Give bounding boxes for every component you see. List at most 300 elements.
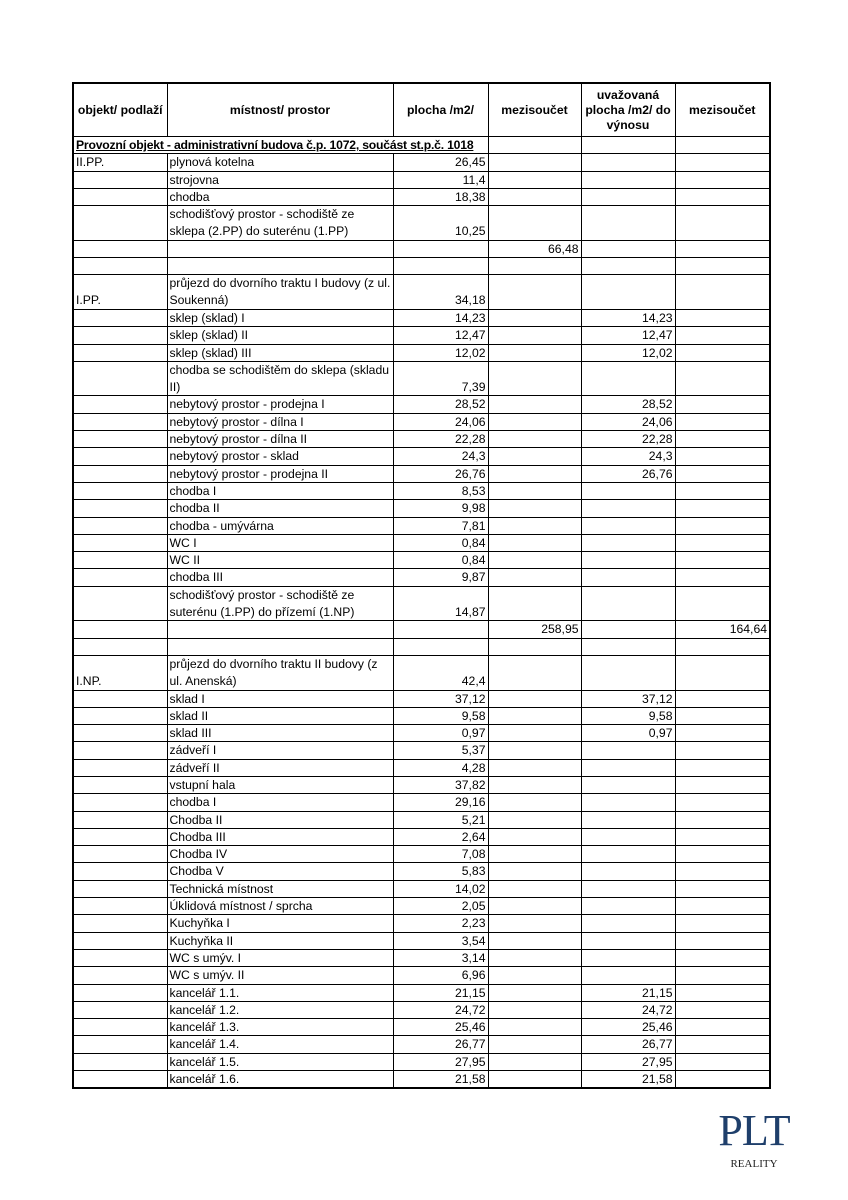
subtotal-cell: [488, 932, 581, 949]
floor-cell: [73, 517, 167, 534]
subtotal2-cell: [675, 188, 770, 205]
floor-cell: [73, 500, 167, 517]
table-row: [73, 517, 770, 534]
considered-area-cell: [581, 811, 675, 828]
subtotal-cell: [488, 725, 581, 742]
floor-cell: [73, 811, 167, 828]
area-cell: 26,76: [393, 465, 488, 482]
considered-area-cell: 25,46: [581, 1019, 675, 1036]
subtotal-cell: [488, 898, 581, 915]
subtotal2-cell: [675, 655, 770, 690]
room-cell: schodišťový prostor - schodiště ze sklepa (2.PP) do suterénu (1.PP): [167, 206, 393, 241]
subtotal-cell: [488, 638, 581, 655]
area-cell: [393, 638, 488, 655]
floor-cell: [73, 742, 167, 759]
subtotal2-cell: [675, 1001, 770, 1018]
considered-area-cell: [581, 655, 675, 690]
subtotal-cell: [488, 258, 581, 275]
subtotal-cell: 258,95: [488, 621, 581, 638]
subtotal2-cell: [675, 413, 770, 430]
subtotal-cell: [488, 1036, 581, 1053]
considered-area-cell: [581, 759, 675, 776]
floor-cell: [73, 932, 167, 949]
considered-area-cell: [581, 915, 675, 932]
floor-cell: [73, 569, 167, 586]
room-cell: kancelář 1.5.: [167, 1053, 393, 1070]
table-row: [73, 344, 770, 361]
room-cell: Kuchyňka I: [167, 915, 393, 932]
room-cell: zádveří II: [167, 759, 393, 776]
subtotal2-cell: [675, 552, 770, 569]
table-row: [73, 655, 770, 690]
room-cell: Chodba II: [167, 811, 393, 828]
table-row: [73, 707, 770, 724]
floor-cell: [73, 794, 167, 811]
subtotal-cell: [488, 188, 581, 205]
subtotal2-cell: [675, 500, 770, 517]
area-cell: 0,97: [393, 725, 488, 742]
area-cell: 27,95: [393, 1053, 488, 1070]
floor-cell: [73, 725, 167, 742]
area-cell: 9,87: [393, 569, 488, 586]
table-row: [73, 759, 770, 776]
floor-cell: [73, 1001, 167, 1018]
logo-mark: PLT: [718, 1106, 790, 1155]
area-cell: 2,23: [393, 915, 488, 932]
considered-area-cell: [581, 517, 675, 534]
empty-cell: [488, 137, 581, 154]
considered-area-cell: 28,52: [581, 396, 675, 413]
considered-area-cell: [581, 828, 675, 845]
room-cell: chodba - umývárna: [167, 517, 393, 534]
area-cell: 0,84: [393, 552, 488, 569]
area-cell: 29,16: [393, 794, 488, 811]
room-cell: průjezd do dvorního traktu II budovy (z ul. Anenská): [167, 655, 393, 690]
table-row: [73, 206, 770, 241]
room-cell: sklad I: [167, 690, 393, 707]
table-row: [73, 482, 770, 499]
header-subtotal-2: mezisoučet: [675, 83, 770, 137]
room-cell: [167, 638, 393, 655]
room-cell: chodba III: [167, 569, 393, 586]
subtotal2-cell: [675, 776, 770, 793]
area-cell: 14,23: [393, 309, 488, 326]
area-cell: 14,87: [393, 586, 488, 621]
table-row: [73, 794, 770, 811]
table-row: [73, 431, 770, 448]
table-row: [73, 500, 770, 517]
room-cell: schodišťový prostor - schodiště ze suterénu (1.PP) do přízemí (1.NP): [167, 586, 393, 621]
subtotal-cell: [488, 1001, 581, 1018]
subtotal2-cell: [675, 448, 770, 465]
considered-area-cell: [581, 846, 675, 863]
considered-area-cell: [581, 621, 675, 638]
room-cell: sklep (sklad) II: [167, 327, 393, 344]
area-cell: 28,52: [393, 396, 488, 413]
subtotal-cell: [488, 465, 581, 482]
area-cell: 5,83: [393, 863, 488, 880]
room-cell: sklep (sklad) III: [167, 344, 393, 361]
floor-cell: [73, 586, 167, 621]
subtotal-cell: [488, 742, 581, 759]
section-title: Provozní objekt - administrativní budova č.p. 1072, součást st.p.č. 1018: [73, 137, 488, 154]
table-row: [73, 898, 770, 915]
table-row: [73, 880, 770, 897]
subtotal-cell: [488, 863, 581, 880]
room-cell: WC II: [167, 552, 393, 569]
area-cell: 26,45: [393, 154, 488, 171]
floor-cell: [73, 534, 167, 551]
subtotal-cell: [488, 880, 581, 897]
table-row: [73, 846, 770, 863]
considered-area-cell: 27,95: [581, 1053, 675, 1070]
area-cell: 8,53: [393, 482, 488, 499]
table-row: [73, 811, 770, 828]
subtotal-cell: [488, 846, 581, 863]
floor-cell: [73, 258, 167, 275]
table-row: [73, 984, 770, 1001]
subtotal2-cell: [675, 725, 770, 742]
considered-area-cell: [581, 154, 675, 171]
subtotal2-cell: [675, 880, 770, 897]
plt-reality-logo: [710, 1106, 798, 1171]
subtotal-cell: [488, 309, 581, 326]
considered-area-cell: 21,58: [581, 1071, 675, 1089]
room-cell: Chodba III: [167, 828, 393, 845]
area-table: [72, 82, 771, 1089]
area-cell: 3,14: [393, 949, 488, 966]
subtotal2-cell: [675, 275, 770, 310]
considered-area-cell: 22,28: [581, 431, 675, 448]
subtotal-cell: [488, 690, 581, 707]
subtotal2-cell: [675, 742, 770, 759]
room-cell: chodba se schodištěm do sklepa (skladu II): [167, 361, 393, 396]
area-cell: 24,3: [393, 448, 488, 465]
floor-cell: II.PP.: [73, 154, 167, 171]
considered-area-cell: [581, 534, 675, 551]
floor-cell: [73, 707, 167, 724]
area-cell: 37,12: [393, 690, 488, 707]
subtotal-cell: [488, 361, 581, 396]
considered-area-cell: [581, 500, 675, 517]
room-cell: WC I: [167, 534, 393, 551]
considered-area-cell: [581, 863, 675, 880]
area-cell: 12,47: [393, 327, 488, 344]
considered-area-cell: [581, 586, 675, 621]
subtotal-cell: [488, 413, 581, 430]
subtotal2-cell: [675, 517, 770, 534]
area-cell: 7,08: [393, 846, 488, 863]
subtotal2-cell: [675, 984, 770, 1001]
room-cell: nebytový prostor - dílna II: [167, 431, 393, 448]
subtotal-cell: [488, 967, 581, 984]
subtotal-cell: [488, 586, 581, 621]
area-cell: 7,81: [393, 517, 488, 534]
floor-cell: [73, 171, 167, 188]
room-cell: nebytový prostor - sklad: [167, 448, 393, 465]
floor-cell: [73, 846, 167, 863]
empty-cell: [581, 137, 675, 154]
area-cell: 9,98: [393, 500, 488, 517]
considered-area-cell: [581, 742, 675, 759]
considered-area-cell: 12,02: [581, 344, 675, 361]
table-row: [73, 638, 770, 655]
floor-cell: [73, 240, 167, 257]
considered-area-cell: [581, 794, 675, 811]
area-cell: 2,05: [393, 898, 488, 915]
floor-cell: [73, 431, 167, 448]
logo-subtitle: REALITY: [730, 1158, 778, 1170]
considered-area-cell: 21,15: [581, 984, 675, 1001]
considered-area-cell: 26,77: [581, 1036, 675, 1053]
floor-cell: [73, 621, 167, 638]
floor-cell: [73, 1036, 167, 1053]
table-row: [73, 465, 770, 482]
table-row: [73, 621, 770, 638]
area-cell: 34,18: [393, 275, 488, 310]
considered-area-cell: [581, 569, 675, 586]
considered-area-cell: 9,58: [581, 707, 675, 724]
table-row: [73, 448, 770, 465]
subtotal2-cell: [675, 327, 770, 344]
room-cell: kancelář 1.3.: [167, 1019, 393, 1036]
subtotal2-cell: [675, 361, 770, 396]
room-cell: [167, 240, 393, 257]
area-cell: 24,72: [393, 1001, 488, 1018]
considered-area-cell: [581, 258, 675, 275]
area-cell: 22,28: [393, 431, 488, 448]
table-row: [73, 586, 770, 621]
subtotal-cell: [488, 828, 581, 845]
considered-area-cell: [581, 275, 675, 310]
considered-area-cell: [581, 240, 675, 257]
floor-cell: [73, 690, 167, 707]
subtotal2-cell: [675, 309, 770, 326]
area-cell: 37,82: [393, 776, 488, 793]
considered-area-cell: [581, 188, 675, 205]
header-considered-area: uvažovaná plocha /m2/ do výnosu: [581, 83, 675, 137]
subtotal-cell: [488, 794, 581, 811]
table-row: [73, 776, 770, 793]
subtotal2-cell: [675, 431, 770, 448]
table-row: [73, 828, 770, 845]
table-row: [73, 361, 770, 396]
table-row: [73, 949, 770, 966]
room-cell: [167, 621, 393, 638]
room-cell: kancelář 1.4.: [167, 1036, 393, 1053]
considered-area-cell: [581, 552, 675, 569]
floor-cell: [73, 327, 167, 344]
subtotal2-cell: [675, 638, 770, 655]
subtotal2-cell: [675, 1053, 770, 1070]
table-row: [73, 863, 770, 880]
floor-cell: [73, 863, 167, 880]
area-cell: 7,39: [393, 361, 488, 396]
subtotal-cell: [488, 275, 581, 310]
subtotal2-cell: [675, 863, 770, 880]
floor-cell: I.NP.: [73, 655, 167, 690]
subtotal-cell: [488, 707, 581, 724]
considered-area-cell: 12,47: [581, 327, 675, 344]
considered-area-cell: 37,12: [581, 690, 675, 707]
floor-cell: [73, 638, 167, 655]
floor-cell: [73, 1019, 167, 1036]
subtotal-cell: [488, 500, 581, 517]
table-row: [73, 154, 770, 171]
subtotal-cell: [488, 1019, 581, 1036]
considered-area-cell: 14,23: [581, 309, 675, 326]
considered-area-cell: 0,97: [581, 725, 675, 742]
room-cell: Technická místnost: [167, 880, 393, 897]
subtotal2-cell: [675, 794, 770, 811]
area-cell: 42,4: [393, 655, 488, 690]
table-row: [73, 1001, 770, 1018]
subtotal-cell: [488, 482, 581, 499]
subtotal-cell: [488, 1053, 581, 1070]
subtotal-cell: [488, 431, 581, 448]
subtotal-cell: [488, 534, 581, 551]
area-cell: 0,84: [393, 534, 488, 551]
area-cell: 26,77: [393, 1036, 488, 1053]
area-cell: 5,37: [393, 742, 488, 759]
area-cell: 14,02: [393, 880, 488, 897]
area-cell: 2,64: [393, 828, 488, 845]
room-cell: Kuchyňka II: [167, 932, 393, 949]
subtotal-cell: [488, 448, 581, 465]
subtotal2-cell: [675, 258, 770, 275]
subtotal2-cell: [675, 1071, 770, 1089]
considered-area-cell: [581, 638, 675, 655]
subtotal-cell: [488, 569, 581, 586]
subtotal2-cell: [675, 828, 770, 845]
subtotal-cell: [488, 759, 581, 776]
table-row: [73, 552, 770, 569]
floor-cell: [73, 344, 167, 361]
subtotal-cell: [488, 396, 581, 413]
table-row: [73, 258, 770, 275]
floor-cell: [73, 206, 167, 241]
considered-area-cell: 26,76: [581, 465, 675, 482]
subtotal2-cell: [675, 1036, 770, 1053]
subtotal-cell: [488, 171, 581, 188]
table-row: [73, 240, 770, 257]
table-row: [73, 327, 770, 344]
considered-area-cell: [581, 361, 675, 396]
floor-cell: [73, 361, 167, 396]
header-row: [73, 83, 770, 137]
subtotal2-cell: [675, 465, 770, 482]
subtotal2-cell: [675, 534, 770, 551]
subtotal-cell: [488, 915, 581, 932]
table-row: [73, 569, 770, 586]
area-cell: 6,96: [393, 967, 488, 984]
subtotal2-cell: [675, 846, 770, 863]
table-row: [73, 967, 770, 984]
table-row: [73, 742, 770, 759]
floor-cell: [73, 880, 167, 897]
area-cell: 24,06: [393, 413, 488, 430]
table-row: [73, 171, 770, 188]
table-row: [73, 309, 770, 326]
area-cell: [393, 258, 488, 275]
floor-cell: [73, 309, 167, 326]
room-cell: kancelář 1.1.: [167, 984, 393, 1001]
floor-cell: [73, 482, 167, 499]
room-cell: kancelář 1.6.: [167, 1071, 393, 1089]
subtotal2-cell: [675, 586, 770, 621]
room-cell: WC s umýv. II: [167, 967, 393, 984]
floor-cell: I.PP.: [73, 275, 167, 310]
header-area: plocha /m2/: [393, 83, 488, 137]
considered-area-cell: [581, 171, 675, 188]
considered-area-cell: [581, 932, 675, 949]
floor-cell: [73, 1053, 167, 1070]
considered-area-cell: [581, 949, 675, 966]
room-cell: chodba II: [167, 500, 393, 517]
subtotal-cell: [488, 154, 581, 171]
table-row: [73, 188, 770, 205]
considered-area-cell: [581, 776, 675, 793]
table-row: [73, 1053, 770, 1070]
header-subtotal: mezisoučet: [488, 83, 581, 137]
subtotal2-cell: [675, 915, 770, 932]
room-cell: Úklidová místnost / sprcha: [167, 898, 393, 915]
subtotal2-cell: [675, 967, 770, 984]
area-cell: 25,46: [393, 1019, 488, 1036]
subtotal-cell: [488, 811, 581, 828]
area-cell: [393, 621, 488, 638]
area-cell: 5,21: [393, 811, 488, 828]
room-cell: zádveří I: [167, 742, 393, 759]
floor-cell: [73, 759, 167, 776]
subtotal2-cell: [675, 396, 770, 413]
table-row: [73, 690, 770, 707]
room-cell: sklad III: [167, 725, 393, 742]
area-cell: 10,25: [393, 206, 488, 241]
subtotal2-cell: [675, 949, 770, 966]
floor-cell: [73, 465, 167, 482]
subtotal-cell: [488, 206, 581, 241]
area-cell: 4,28: [393, 759, 488, 776]
room-cell: WC s umýv. I: [167, 949, 393, 966]
subtotal2-cell: [675, 344, 770, 361]
subtotal-cell: [488, 327, 581, 344]
section-title-row: [73, 137, 770, 154]
area-cell: 11,4: [393, 171, 488, 188]
table-row: [73, 396, 770, 413]
subtotal-cell: [488, 1071, 581, 1089]
table-row: [73, 725, 770, 742]
room-cell: Chodba IV: [167, 846, 393, 863]
area-cell: 21,15: [393, 984, 488, 1001]
subtotal2-cell: [675, 707, 770, 724]
subtotal-cell: [488, 984, 581, 1001]
considered-area-cell: [581, 206, 675, 241]
empty-cell: [675, 137, 770, 154]
area-cell: 18,38: [393, 188, 488, 205]
considered-area-cell: 24,3: [581, 448, 675, 465]
floor-cell: [73, 1071, 167, 1089]
considered-area-cell: 24,06: [581, 413, 675, 430]
subtotal2-cell: [675, 240, 770, 257]
floor-cell: [73, 967, 167, 984]
considered-area-cell: [581, 482, 675, 499]
room-cell: nebytový prostor - prodejna I: [167, 396, 393, 413]
floor-cell: [73, 776, 167, 793]
area-cell: 9,58: [393, 707, 488, 724]
room-cell: sklad II: [167, 707, 393, 724]
subtotal-cell: [488, 776, 581, 793]
